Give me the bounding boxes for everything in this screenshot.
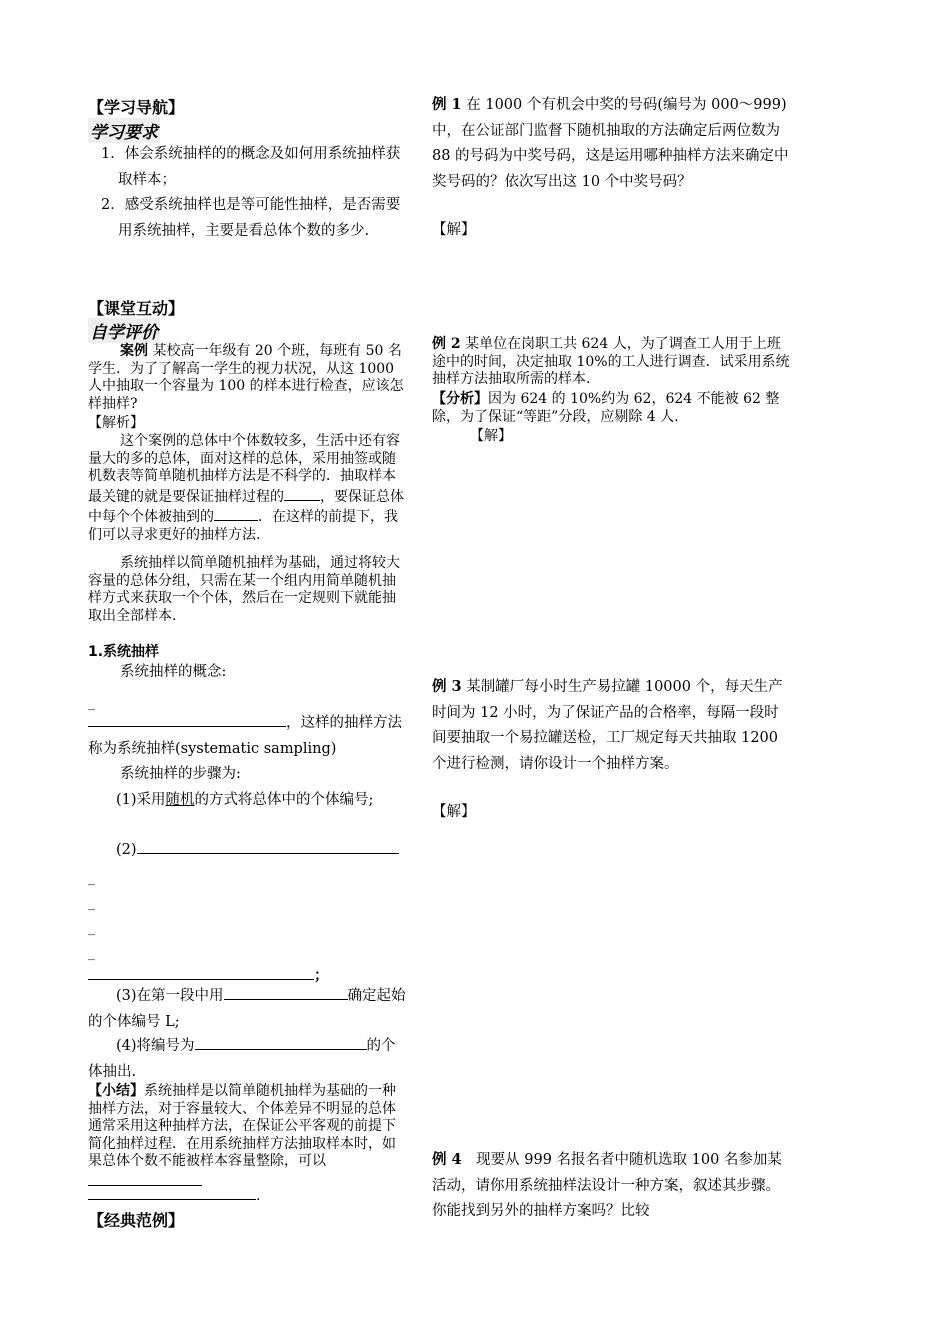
requirement-item-2: 2．感受系统抽样也是等可能性抽样，是否需要用系统抽样，主要是看总体个数的多少. [101,197,401,239]
example-3-solve: 【解】 [432,804,476,820]
requirement-item-1: 1．体会系统抽样的的概念及如何用系统抽样获取样本； [101,146,401,188]
requirements-title: 学习要求 [88,118,160,143]
example-2-analysis-label: 【分析】 [432,391,488,407]
case-paragraph [88,343,406,413]
classic-examples-header: 【经典范例】 [88,1211,185,1230]
example-4: 例 4 现要从 999 名报名者中随机选取 100 名参加某活动，请你用系统抽样法设计一种方案，叙述其步骤。你能找到另外的抽样方案吗？比较 [432,1151,782,1219]
summary-blank[interactable] [88,1171,202,1186]
step-2: (2) [88,838,406,864]
example-4-label: 例 4 [432,1151,462,1168]
analysis-label: 【解析】 [88,415,144,431]
case-text: 某校高一年级有 20 个班，每班有 50 名学生．为了了解高一学生的视力状况，从这 1000 人中抽取一个容量为 100 的样本进行检查，应该怎样抽样? [88,343,404,412]
case-label: 案例 [120,343,148,359]
self-eval-title: 自学评价 [88,318,160,343]
example-2-label: 例 2 [432,336,461,352]
step-2-dash-3: _ [88,920,95,936]
example-2-solve: 【解】 [470,428,512,444]
section-1-title: 1.系统抽样 [88,644,160,660]
step-3: (3)在第一段中用 确定起始的个体编号 L; [88,984,406,1035]
example-3-label: 例 3 [432,678,462,695]
step-2-dash-1: _ [88,870,95,886]
summary-blank-end[interactable] [88,1185,256,1200]
concept-blank[interactable] [88,712,286,727]
example-1-solve: 【解】 [432,222,476,238]
summary-end-line: . [88,1185,406,1206]
concept-label: 系统抽样的概念: [120,664,227,680]
step-2-blank-end[interactable] [88,965,314,980]
summary-paragraph: 【小结】系统抽样是以简单随机抽样为基础的一种抽样方法，对于容量较大、个体差异不明显的总体通常采用这种抽样方法，在保证公平客观的前提下简化抽样过程．在用系统抽样方法抽取样本时，如果总体个数不能被样本容量整除，可以 [88,1083,406,1191]
step-3-blank[interactable] [224,985,348,1000]
step-2-end-line: ； [88,963,406,990]
blank-fairness[interactable] [284,486,320,501]
example-1-label: 例 1 [432,96,462,113]
step-4-blank[interactable] [195,1035,367,1050]
analysis-paragraph-2: 系统抽样以简单随机抽样为基础，通过将较大容量的总体分组，只需在某一个组内用简单随机抽样方式来获取一个个体，然后在一定规则下就能抽取出全部样本. [88,555,400,624]
step-2-dash-2: _ [88,895,95,911]
summary-label: 【小结】 [88,1083,144,1099]
steps-label: 系统抽样的步骤为: [120,766,241,782]
example-2: 例 2 某单位在岗职工共 624 人，为了调查工人用于上班途中的时间，决定抽取 10%的工人进行调查．试采用系统抽样方法抽取所需的样本. [432,336,790,387]
step-2-dash-4: _ [88,945,95,961]
step-4: (4)将编号为 的个体抽出. [88,1034,406,1085]
analysis-paragraph-1: 这个案例的总体中个体数较多，生活中还有容量大的多的总体，面对这样的总体，采用抽签或随机数表等简单随机抽样方法是不科学的．抽取样本最关键的就是要保证抽样过程的 ，要保证总体中每个个体被抽到的 ．在这样的前提下，我们可以寻求更好的抽样方法. [88,433,404,543]
step-2-blank[interactable] [137,839,399,854]
concept-line: ，这样的抽样方法称为系统抽样(systematic sampling) [88,711,406,762]
blank-probability[interactable] [214,506,258,521]
step-1: (1)采用随机的方式将总体中的个体编号; [116,792,374,808]
example-3: 例 3 某制罐厂每小时生产易拉罐 10000 个，每天生产时间为 12 小时，为了保证产品的合格率，每隔一段时间要抽取一个易拉罐送检，工厂规定每天共抽取 1200 个进行检测，请你设计一个抽样方案。 [432,678,783,772]
concept-dash: _ [88,695,95,711]
example-2-analysis: 【分析】因为 624 的 10%约为 62，624 不能被 62 整除，为了保证“等距”分段，应剔除 4 人. [432,391,780,425]
study-nav-header: 【学习导航】 [88,98,185,117]
classroom-header: 【课堂互动】 [88,299,185,318]
example-1: 例 1 在 1000 个有机会中奖的号码(编号为 000～999)中，在公证部门监督下随机抽取的方法确定后两位数为 88 的号码为中奖号码，这是运用哪种抽样方法来确定中奖号码的？依次写出这 10 个中奖号码？ [432,96,789,190]
